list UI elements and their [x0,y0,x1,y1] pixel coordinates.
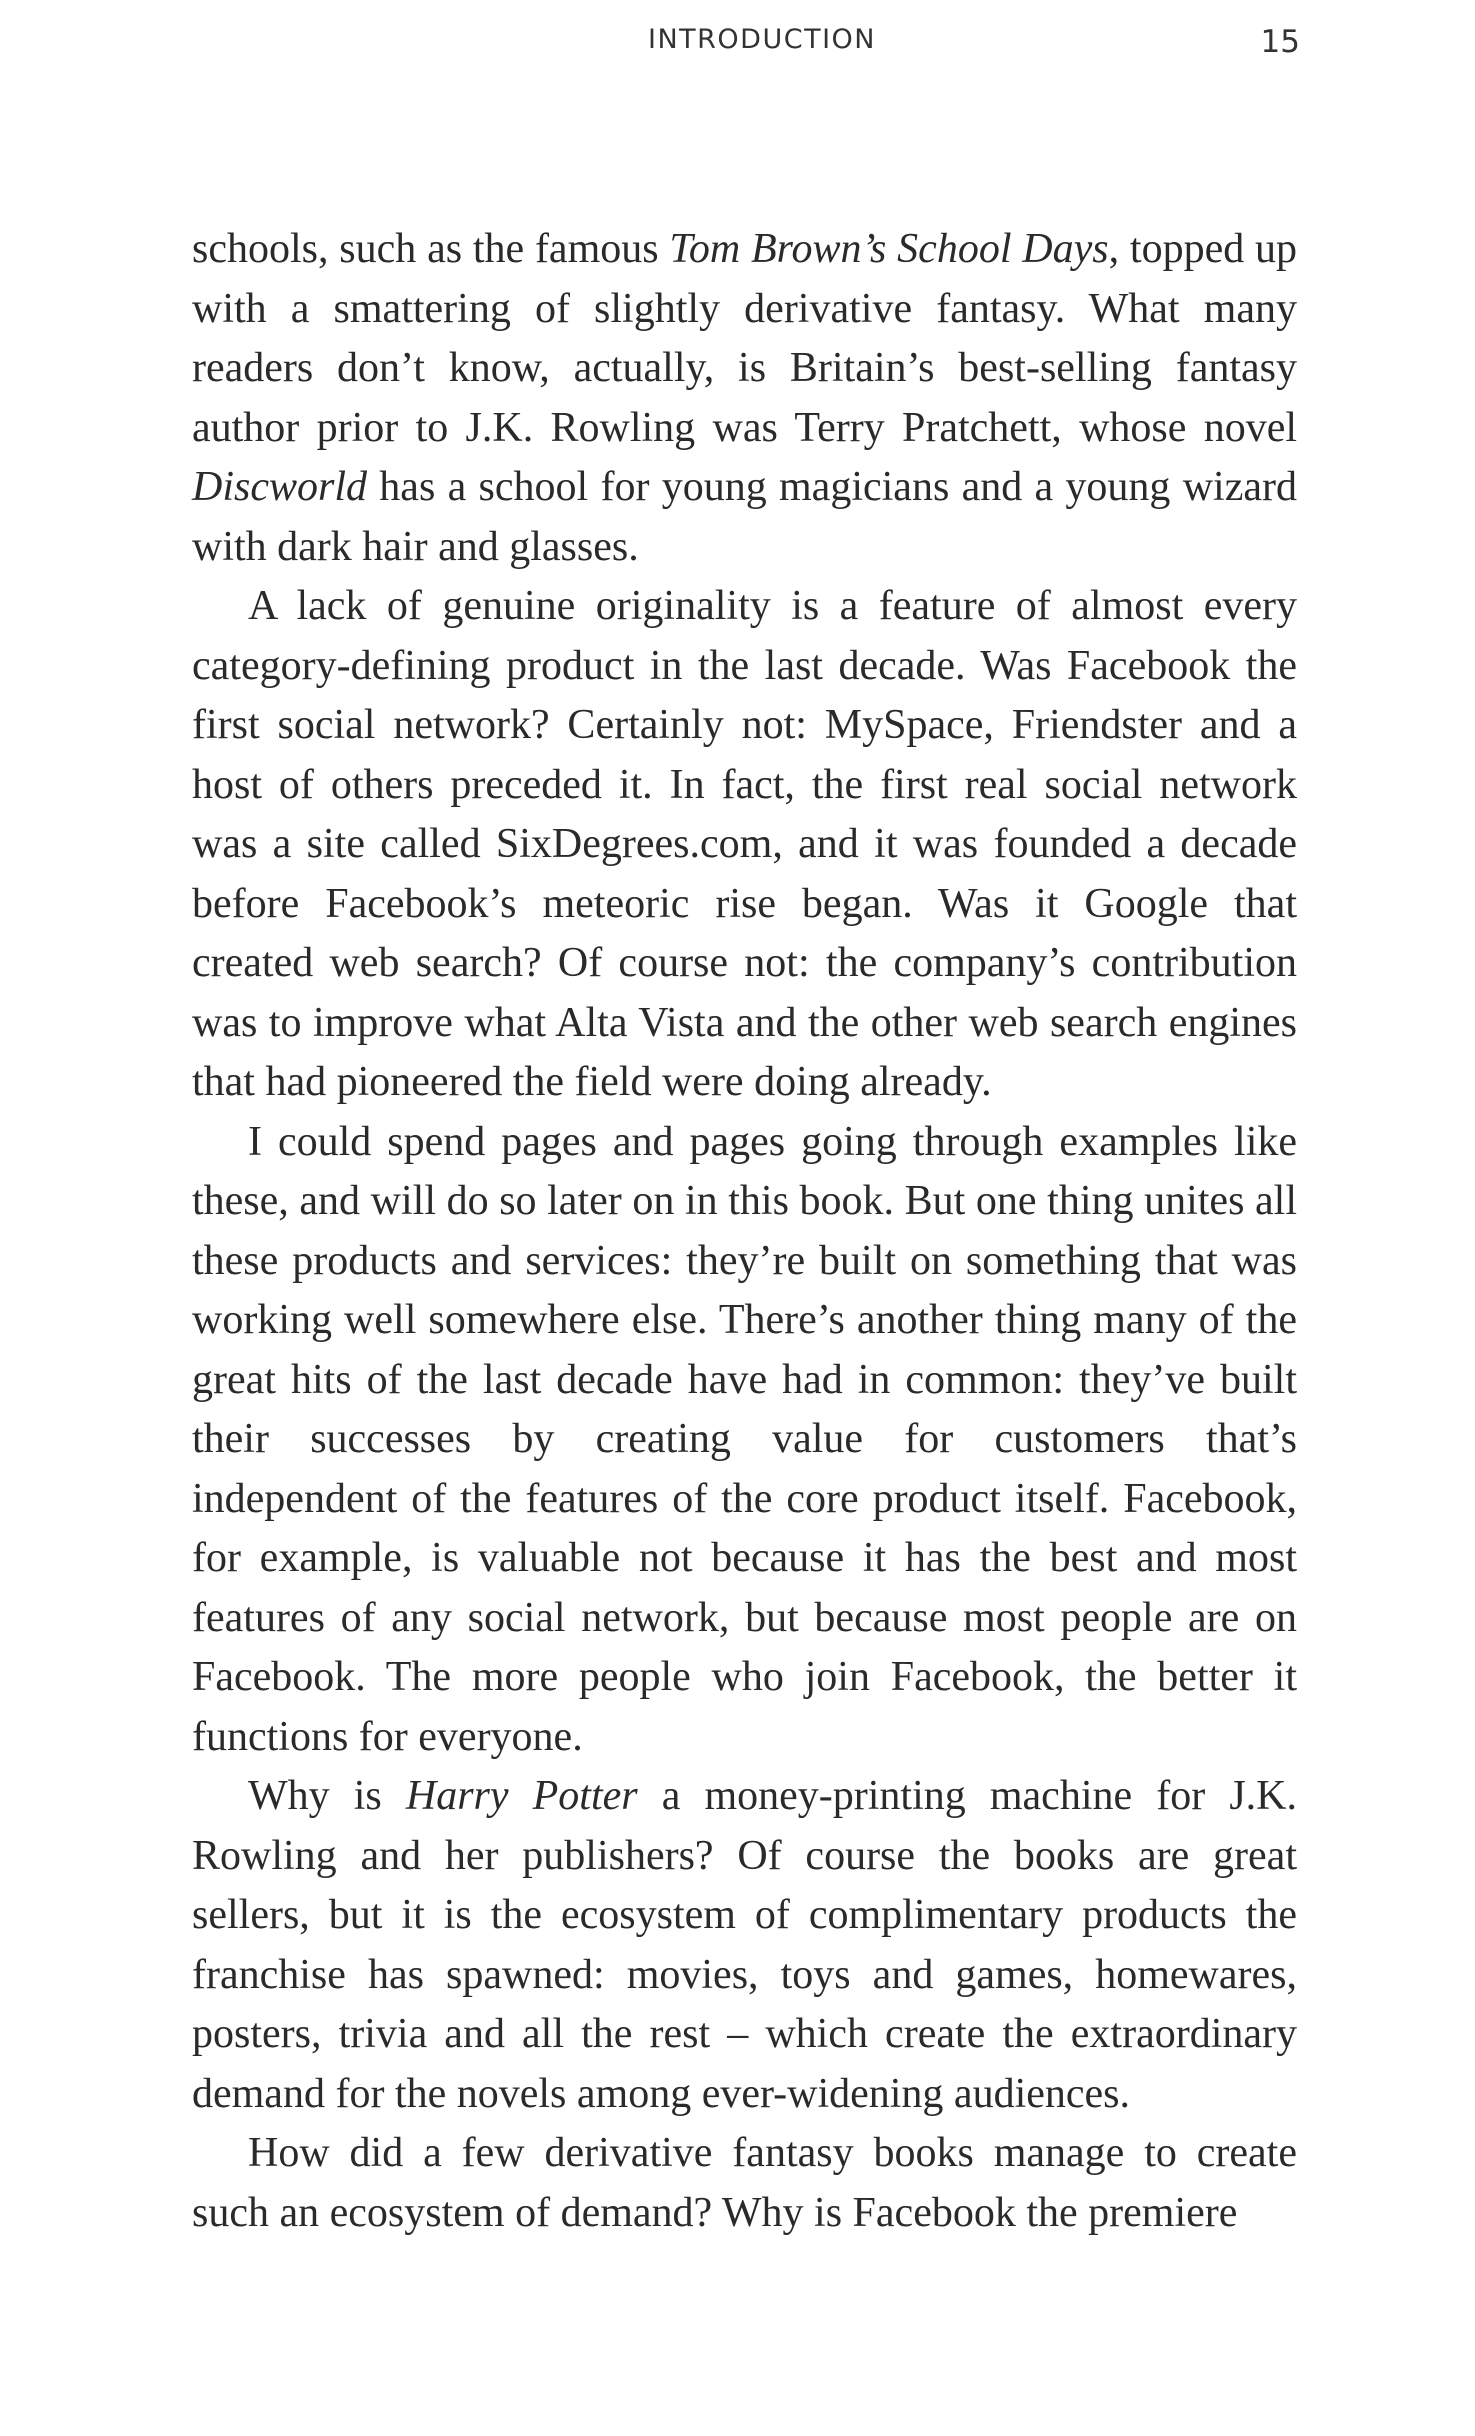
paragraph-4-text-a: Why is [248,1773,406,1819]
paragraph-3: I could spend pages and pages going through examples like these, and will do so later on in this book. But one thing unites all these products and services: they’re built on something that was working well somewhere else. There’s another thing many of the great hits of the last decade have had in common: they’ve built their successes by creating value for customers that’s independent of the features of the core product itself. Facebook, for example, is valuable not because it has the best and most features of any social network, but because most people are on Facebook. The more people who join Facebook, the better it functions for everyone. [192,1118,1297,1760]
book-title-discworld: Discworld [192,464,368,510]
running-head: INTRODUCTION [648,24,876,55]
book-title-tom-browns-school-days: Tom Brown’s School Days [669,226,1109,272]
book-title-harry-potter: Harry Potter [405,1773,638,1819]
page-number: 15 [1260,24,1300,60]
paragraph-1 [192,220,1297,577]
paragraph-5: How did a few derivative fantasy books manage to create such an ecosystem of demand? Why is Facebook the premiere [192,2130,1297,2236]
paragraph-1-text-c: has a school for young magicians and a young wizard with dark hair and glasses. [192,464,1297,570]
paragraph-2: A lack of genuine originality is a feature of almost every category-defining product in the last decade. Was Facebook the first social network? Certainly not: MySpace, Friendster and a host of others preceded it. In fact, the first real social network was a site called SixDegrees.com, and it was founded a decade before Facebook’s meteoric rise began. Was it Google that created web search? Of course not: the company’s contribution was to improve what Alta Vista and the other web search engines that had pioneered the field were doing already. [192,583,1297,1105]
paragraph-4-text-b: a money-printing machine for J.K. Rowling and her publishers? Of course the books are great sellers, but it is the ecosystem of complimentary products the franchise has spawned: movies, toys and games, homewares, posters, trivia and all the rest – which create the extraordinary demand for the novels among ever-widening audiences. [192,1773,1297,2117]
paragraph-4 [192,1767,1297,2124]
paragraph-1-text-b: , topped up with a smattering of slightly derivative fantasy. What many readers don’t know, actually, is Britain’s best-selling fantasy author prior to J.K. Rowling was Terry Pratchett, whose novel [192,226,1298,451]
body-text [192,220,1297,2243]
paragraph-1-text-a: schools, such as the famous [192,226,670,272]
